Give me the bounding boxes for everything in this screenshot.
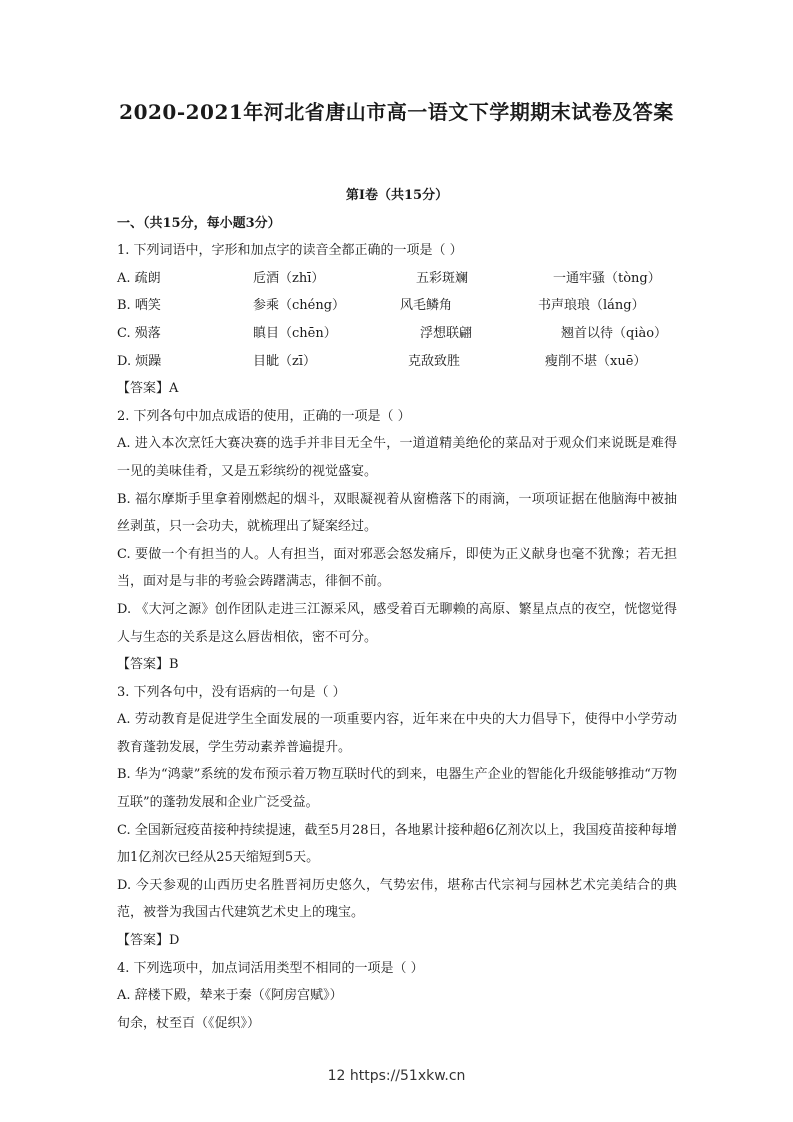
option-cell: 瘦削不堪（xuē） (545, 353, 647, 369)
option-cell: 卮酒（zhī） (253, 270, 325, 286)
option-c: C. 全国新冠疫苗接种持续提速，截至5月28日，各地累计接种超6亿剂次以上，我国疫苗接种每增加1亿剂次已经从25天缩短到5天。 (117, 822, 677, 866)
option-cell: 五彩斑斓 (416, 270, 469, 286)
option-cell: 一通牢骚（tòng） (553, 270, 661, 286)
option-cell: D. 烦躁 (117, 353, 162, 369)
option-cell: 书声琅琅（láng） (538, 298, 645, 314)
option-cell: B. 哂笑 (117, 298, 161, 314)
option-a: A. 辞楼下殿，辇来于秦（《阿房宫赋》） (117, 988, 343, 1004)
question-stem: 3. 下列各句中，没有语病的一句是（ ） (117, 684, 346, 700)
answer-line: 【答案】D (117, 933, 180, 949)
question-stem: 1. 下列词语中，字形和加点字的读音全都正确的一项是（ ） (117, 243, 463, 259)
document-body (117, 182, 677, 1037)
option-d: D. 今天参观的山西历史名胜晋祠历史悠久，气势宏伟，堪称古代宗祠与园林艺术完美结合的典范，被誉为我国古代建筑艺术史上的瑰宝。 (117, 877, 677, 921)
option-cell: 翘首以待（qiào） (561, 325, 668, 341)
question-1 (117, 237, 677, 403)
option-d: D. 《大河之源》创作团队走进三江源采风，感受着百无聊赖的高原、繁星点点的夜空，恍惚觉得人与生态的关系是这么唇齿相依，密不可分。 (117, 601, 677, 645)
part-heading: 一、（共15分，每小题3分） (117, 215, 281, 231)
document-title: 2020-2021年河北省唐山市高一语文下学期期末试卷及答案 (119, 100, 674, 124)
option-row (117, 292, 677, 320)
option-a: A. 劳动教育是促进学生全面发展的一项重要内容，近年来在中央的大力倡导下，使得中小学劳动教育蓬勃发展，学生劳动素养普遍提升。 (117, 712, 677, 755)
option-b: B. 福尔摩斯手里拿着刚燃起的烟斗，双眼凝视着从窗檐落下的雨滴，一项项证据在他脑海中被抽丝剥茧，只一会功夫，就梳理出了疑案经过。 (117, 491, 677, 535)
option-cell: C. 殒落 (117, 325, 161, 341)
option-c: C. 要做一个有担当的人。人有担当，面对邪恶会怒发痛斥，即使为正义献身也毫不犹豫；若无担当，面对是与非的考验会踌躇满志，徘徊不前。 (117, 546, 677, 590)
option-row (117, 348, 677, 376)
option-a-line-2: 旬余，杖至百（《促织》） (117, 1015, 261, 1031)
option-b: B. 华为“鸿蒙”系统的发布预示着万物互联时代的到来，电器生产企业的智能化升级能够推动“万物互联”的蓬勃发展和企业广泛受益。 (117, 767, 677, 811)
question-3 (117, 679, 677, 955)
option-a: A. 进入本次烹饪大赛决赛的选手并非目无全牛，一道道精美绝伦的菜品对于观众们来说既是难得一见的美味佳肴，又是五彩缤纷的视觉盛宴。 (117, 436, 677, 479)
option-cell: A. 疏朗 (117, 270, 161, 286)
option-row (117, 320, 677, 348)
answer-line: 【答案】B (117, 657, 179, 673)
option-cell: 参乘（chéng） (253, 298, 346, 314)
option-cell: 风毛鳞角 (400, 298, 453, 314)
option-cell: 浮想联翩 (420, 325, 473, 341)
page-footer: 12 https://51xkw.cn (327, 1068, 466, 1084)
question-stem: 4. 下列选项中，加点词活用类型不相同的一项是（ ） (117, 960, 424, 976)
question-2 (117, 403, 677, 679)
option-row (117, 265, 677, 293)
option-cell: 克敌致胜 (408, 353, 461, 369)
answer-line: 【答案】A (117, 381, 179, 397)
question-4 (117, 955, 677, 1038)
option-cell: 瞋目（chēn） (253, 325, 337, 341)
question-stem: 2. 下列各句中加点成语的使用，正确的一项是（ ） (117, 408, 411, 424)
section-heading: 第Ⅰ卷（共15分） (345, 188, 449, 203)
option-cell: 目眦（zī） (253, 353, 317, 369)
